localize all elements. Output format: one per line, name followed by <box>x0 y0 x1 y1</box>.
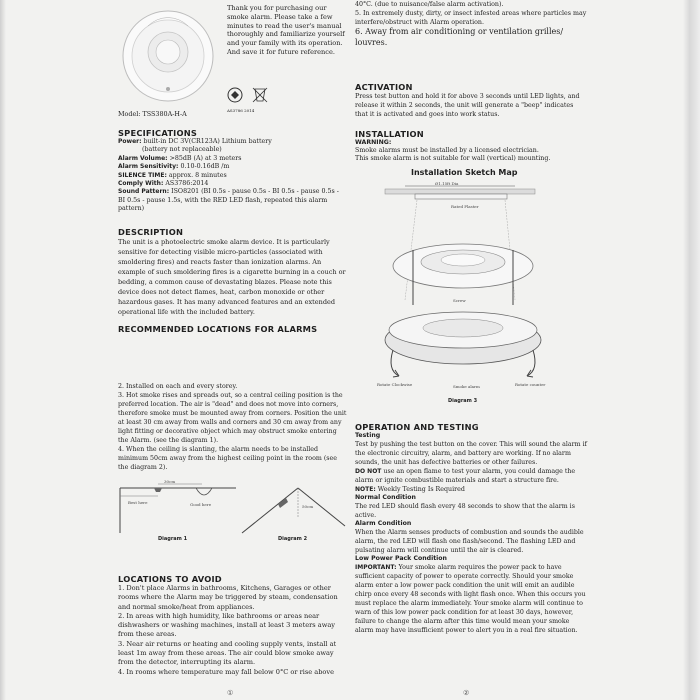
right-page-edge <box>683 0 700 700</box>
svg-text:30cm: 30cm <box>164 479 176 484</box>
sensitivity-value: 0.10-0.16dB /m <box>180 163 230 171</box>
svg-text:Rated Plaster: Rated Plaster <box>451 204 479 209</box>
diagram-3-label: Diagram 3 <box>448 398 478 404</box>
svg-text:Smoke alarm: Smoke alarm <box>453 384 480 389</box>
svg-text:Rotate Clockwise: Rotate Clockwise <box>377 382 413 387</box>
silence-value: approx. 8 minutes <box>168 171 227 179</box>
avoid-item: 4. In rooms where temperature may fall below 0°C or rise above <box>118 667 335 676</box>
avoid-item: 3. Near air returns or heating and cooling supply vents, install at least 1m away from these areas. The air could blow smoke away from the detector, interrupting its alarm. <box>118 639 337 667</box>
power-label: Power: <box>118 138 142 145</box>
svg-text:Screw: Screw <box>453 298 466 303</box>
important-label: IMPORTANT: <box>355 564 397 571</box>
comply-label: Comply With: <box>118 180 164 188</box>
svg-text:Rotate counter: Rotate counter <box>515 382 546 387</box>
volume-value: >85dB (A) at 3 meters <box>169 154 242 162</box>
avoid-item: 2. In areas with high humidity, like bathrooms or areas near dishwashers or washing machines, install at least 3 meters away from these areas. <box>118 611 335 639</box>
normal-condition-text: The red LED should flash every 48 seconds to show that the alarm is active. <box>355 503 575 519</box>
diagram-2-label: Diagram 2 <box>278 536 308 542</box>
activation-text: Press test button and hold it for above 3 seconds until LED lights, and release it within 2 seconds, the unit will generate a "beep" indicates that it is activated and goes into work status. <box>355 93 580 118</box>
page-number-left: ① <box>227 689 234 697</box>
sound-value: ISO8201 (BI 0.5s - pause 0.5s - BI 0.5s - pause 0.5s - BI 0.5s - pause 1.5s, with the RED LED flash, repeated this alarm pattern) <box>118 188 339 213</box>
avoid-continued-text: 40°C. (due to nuisance/false alarm activation). <box>355 1 504 8</box>
svg-text:Best here: Best here <box>128 500 148 505</box>
svg-text:Ø1.15ft Dia: Ø1.15ft Dia <box>435 181 459 186</box>
volume-label: Alarm Volume: <box>118 154 168 162</box>
power-value: built-in DC 3V(CR123A) Lithium battery <box>143 138 272 145</box>
avoid-item-6: 6. Away from air conditioning or ventilation grilles/ louvres. <box>355 27 564 47</box>
activation-heading: ACTIVATION <box>355 82 413 92</box>
installation-warning-label: WARNING: <box>355 139 392 146</box>
diagram-1-label: Diagram 1 <box>158 536 188 542</box>
description-section <box>118 227 347 317</box>
specifications-heading: SPECIFICATIONS <box>118 128 198 138</box>
silence-label: SILENCE TIME: <box>118 171 167 179</box>
low-power-label: Low Power Pack Condition <box>355 555 447 562</box>
activation-section <box>355 82 587 119</box>
alarm-condition-text: When the Alarm senses products of combustion and sounds the audible alarm, the red LED will flash one flash/second. The flashing LED and pulsating alarm will continue until the air is cleared. <box>355 529 584 554</box>
important-text: Your smoke alarm requires the power pack to have sufficient capacity of power to operate correctly. Should your smoke alarm enter a low power pack condition the unit will emit an audible chirp once every 48 seconds with light flash once. When this occurs you must replace the alarm immediately. Your smoke alarm will continue to warn of this low power pack condition for at least 30 days, however, failure to change the alarm after this time would mean your smoke alarm may have insufficient power to alert you in a real fire situation. <box>355 564 586 634</box>
testing-text: Test by pushing the test button on the cover. This will sound the alarm if the electronic circuitry, alarm, and battery are working. If no alarm sounds, the unit has defective batteries or other failures. <box>355 441 587 466</box>
sound-label: Sound Pattern: <box>118 188 170 196</box>
note-text: Weekly Testing Is Required <box>377 486 465 493</box>
power-note: (battery not replaceable) <box>142 146 222 154</box>
svg-text:Good here: Good here <box>190 502 212 507</box>
recommended-list <box>118 382 347 472</box>
description-heading: DESCRIPTION <box>118 227 184 237</box>
installation-sketch <box>365 180 575 402</box>
avoid-item: 1. Don't place Alarms in bathrooms, Kitchens, Garages or other rooms where the Alarm may be triggered by steam, condensation and normal smoke/heat from appliances. <box>118 584 338 611</box>
installation-map-title: Installation Sketch Map <box>411 168 518 177</box>
operation-heading: OPERATION AND TESTING <box>355 422 479 432</box>
intro-paragraph: Thank you for purchasing our smoke alarm. Please take a few minutes to read the user's manual thoroughly and familiarize yourself and your family with its operation. And save it for future reference. <box>227 4 345 56</box>
left-page-edge <box>0 0 6 700</box>
recommended-heading: RECOMMENDED LOCATIONS FOR ALARMS <box>118 324 318 334</box>
comply-value: AS3786:2014 <box>165 180 209 188</box>
recommended-item: 4. When the ceiling is slanting, the alarm needs to be installed minimum 50cm away from the highest ceiling point in the room (see the diagram 2). <box>118 446 337 471</box>
note-label: NOTE: <box>355 486 376 493</box>
installation-line-1: Smoke alarms must be installed by a licensed electrician. <box>355 147 539 154</box>
donot-text: use an open flame to test your alarm, you could damage the alarm or ignite combustible materials and start a structure fire. <box>355 468 576 484</box>
model-label: Model: TSS380A-H-A <box>118 110 187 118</box>
operation-section <box>355 422 587 635</box>
avoid-item-5: 5. In extremely dusty, dirty, or insect infested areas where particles may interfere/obstruct with Alarm operation. <box>355 10 587 26</box>
description-text: The unit is a photoelectric smoke alarm device. It is particularly sensitive for detecting visible micro-particles (associated with smoldering fires) and reacts faster than ionization alarms. An example of such smoldering fires is a cigarette burning in a couch or bedding, a common cause of devastating blazes. Please note this device does not detect flames, heat, carbon monoxide or other hazardous gases. It has many advanced features and an extended operational life with the included battery. <box>118 238 346 316</box>
avoid-continued <box>355 0 587 48</box>
alarm-condition-label: Alarm Condition <box>355 520 412 527</box>
specifications-section <box>118 128 347 214</box>
standard-mark: AS3786 2014 <box>227 108 255 113</box>
recommended-item: 3. Hot smoke rises and spreads out, so a central ceiling position is the preferred location. The air is "dead" and does not move into corners, therefore smoke must be mounted away from corners. Position the unit at least 30 cm away from walls and corners and 30 cm away from any light fitting or decorative object which may obstruct smoke entering the Alarm. (see the diagram 1). <box>118 392 347 444</box>
installation-section <box>355 129 587 164</box>
page-number-right: ② <box>463 689 470 697</box>
svg-text:50cm: 50cm <box>302 504 314 509</box>
avoid-section <box>118 574 347 677</box>
donot-label: DO NOT <box>355 468 382 475</box>
normal-condition-label: Normal Condition <box>355 494 416 501</box>
avoid-heading: LOCATIONS TO AVOID <box>118 574 222 584</box>
sensitivity-label: Alarm Sensitivity: <box>118 163 179 171</box>
smoke-alarm-product-image <box>118 6 218 106</box>
testing-label: Testing <box>355 432 381 439</box>
recommended-item: 2. Installed on each and every storey. <box>118 383 238 390</box>
installation-heading: INSTALLATION <box>355 129 424 139</box>
installation-line-2: This smoke alarm is not suitable for wall (vertical) mounting. <box>355 155 551 163</box>
